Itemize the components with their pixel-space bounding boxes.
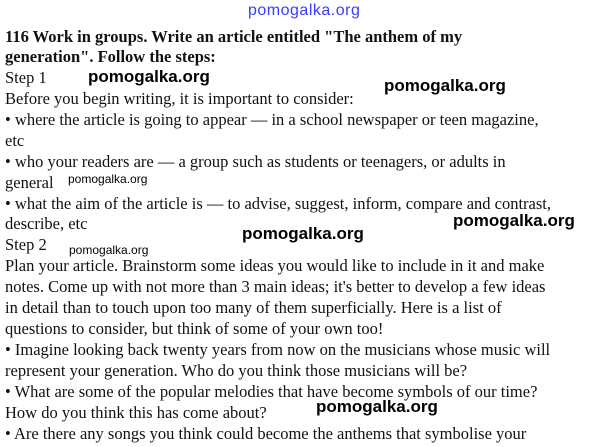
bullet-line: • Imagine looking back twenty years from now on the musicians whose music will [5, 340, 551, 359]
watermark: pomogalka.org [453, 211, 575, 230]
header-watermark: pomogalka.org [248, 2, 361, 19]
paragraph-line: Before you begin writing, it is important to consider: [5, 89, 354, 108]
bullet-line: • Are there any songs you think could become the anthems that symbolise your [5, 424, 527, 443]
paragraph-line: notes. Come up with not more than 3 main ideas; it's better to develop a few ideas [5, 277, 546, 296]
bullet-line: • what the aim of the article is — to advise, suggest, inform, compare and contrast, [5, 194, 551, 213]
paragraph-line: How do you think this has come about? [5, 403, 267, 422]
watermark: pomogalka.org [88, 67, 210, 86]
watermark: pomogalka.org [316, 397, 438, 416]
paragraph-line: describe, etc [5, 214, 88, 233]
paragraph-line: Plan your article. Brainstorm some ideas you would like to include in it and make [5, 256, 545, 275]
exercise-title-line: generation". Follow the steps: [5, 47, 216, 66]
watermark: pomogalka.org [68, 172, 148, 186]
bullet-line: • What are some of the popular melodies that have become symbols of our time? [5, 382, 538, 401]
watermark: pomogalka.org [242, 224, 364, 243]
exercise-title-line: 116 Work in groups. Write an article entitled "The anthem of my [5, 27, 463, 46]
paragraph-line: in detail than to touch upon too many of them superficially. Here is a list of [5, 298, 502, 317]
bullet-line: • where the article is going to appear — in a school newspaper or teen magazine, [5, 110, 539, 129]
paragraph-line: represent your generation. Who do you think those musicians will be? [5, 361, 468, 380]
watermark: pomogalka.org [384, 76, 506, 95]
step-1-heading: Step 1 [5, 68, 47, 87]
watermark: pomogalka.org [69, 243, 149, 257]
paragraph-line: general [5, 173, 54, 192]
bullet-line: • who your readers are — a group such as students or teenagers, or adults in [5, 152, 506, 171]
paragraph-line: questions to consider, but think of some of your own too! [5, 319, 384, 338]
step-2-heading: Step 2 [5, 235, 47, 254]
paragraph-line: etc [5, 131, 25, 150]
